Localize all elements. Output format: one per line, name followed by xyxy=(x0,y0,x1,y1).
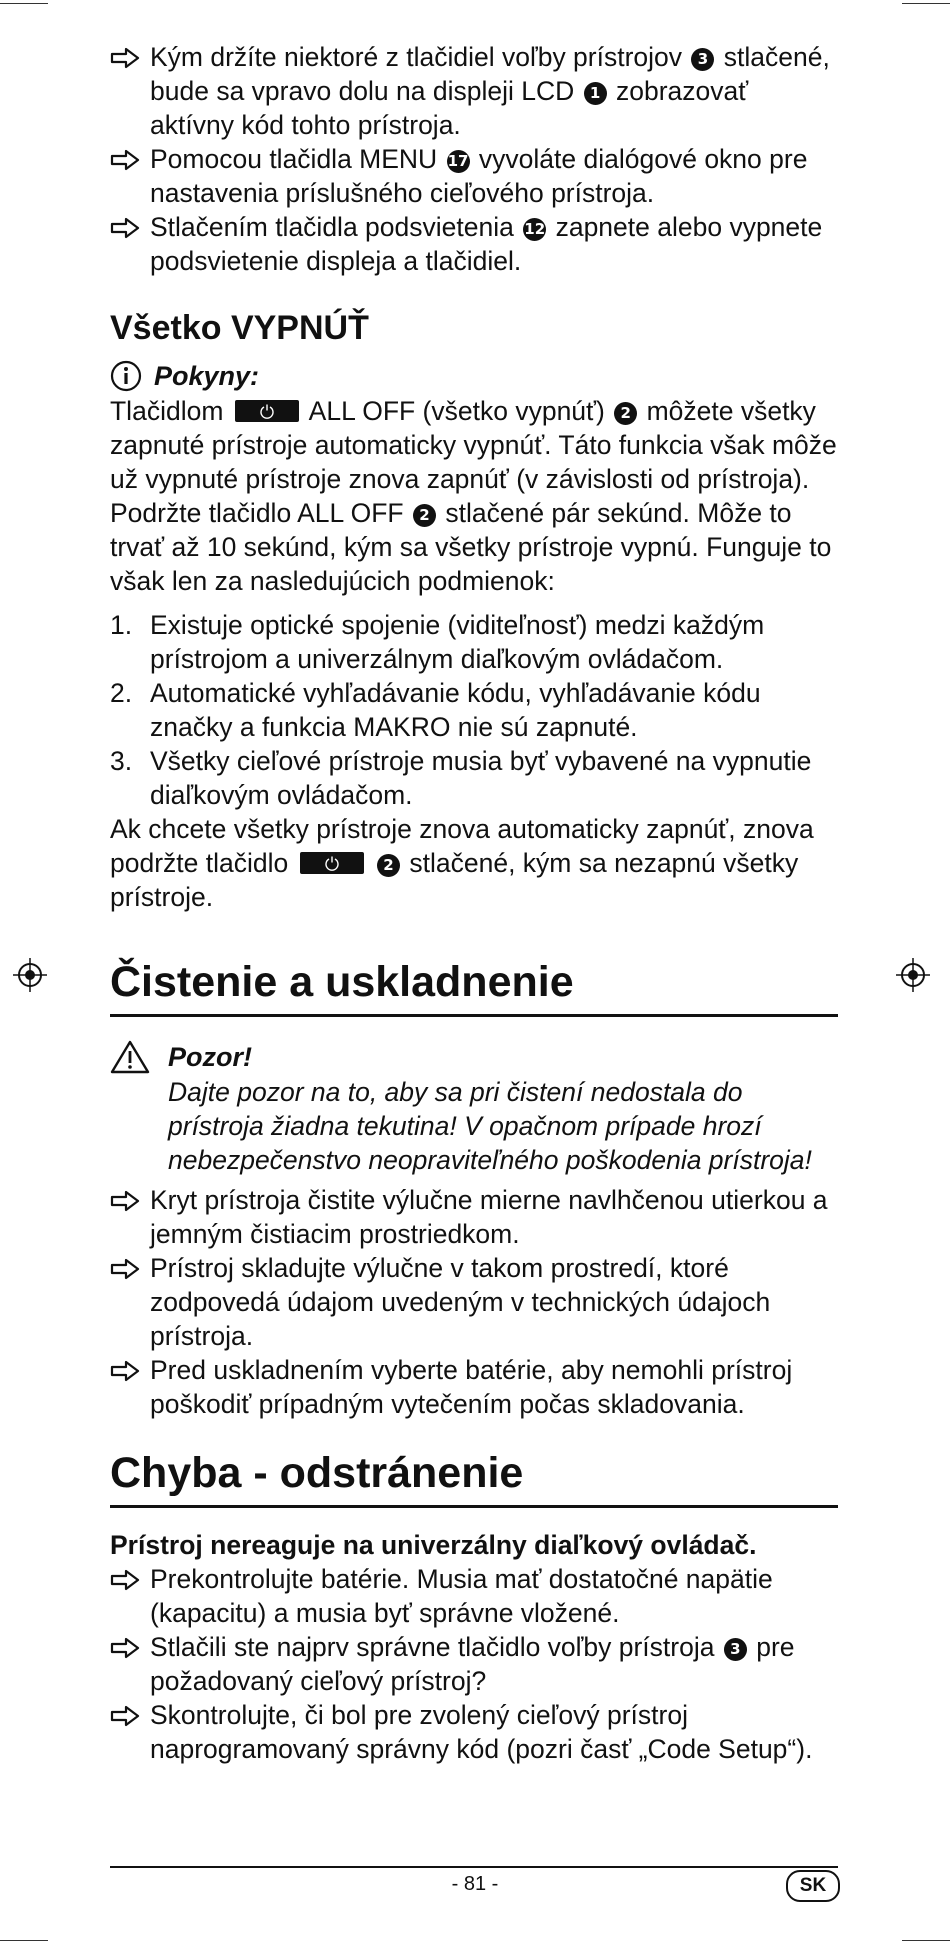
arrow-icon xyxy=(110,1251,142,1285)
text: vyvoláte dialógové okno pre nastavenia príslušného cieľového prístroja. xyxy=(150,144,808,208)
crop-mark xyxy=(0,3,48,4)
text: zobrazovať aktívny kód tohto prístroja. xyxy=(150,76,749,140)
chapter-heading: Čistenie a uskladnenie xyxy=(110,954,838,1017)
crop-mark xyxy=(0,1940,48,1941)
warning-label: Pozor! xyxy=(168,1042,252,1072)
arrow-icon xyxy=(110,210,142,244)
callout-number: 2 xyxy=(377,854,400,877)
page-content xyxy=(110,40,838,1766)
text: Stlačili ste najprv správne tlačidlo voľby prístroja xyxy=(150,1632,715,1662)
crop-mark xyxy=(902,3,950,4)
arrow-icon xyxy=(110,1183,142,1217)
text: Ak chcete všetky prístroje znova automaticky zapnúť, znova podržte tlačidlo xyxy=(110,814,814,878)
warning-header xyxy=(110,1039,838,1075)
text: Kým držíte niektoré z tlačidiel voľby prístrojov xyxy=(150,42,690,72)
list-number: 2. xyxy=(110,678,133,708)
callout-number: 3 xyxy=(724,1638,747,1661)
power-button-icon xyxy=(300,852,364,874)
arrow-icon xyxy=(110,142,142,176)
callout-number: 2 xyxy=(413,504,436,527)
text: môžete všetky zapnuté prístroje automaticky vypnúť. Táto funkcia však môže už vypnuté prístroje znova zapnúť (v závislosti od prístroja). Podržte tlačidlo ALL OFF xyxy=(110,396,837,528)
text: stlačené, kým sa nezapnú všetky prístroje. xyxy=(110,848,799,912)
text: stlačené pár sekúnd. Môže to trvať až 10 sekúnd, kým sa všetky prístroje vypnú. Funguje to však len za nasledujúcich podmienok: xyxy=(110,498,832,596)
text: Existuje optické spojenie (viditeľnosť) medzi každým prístrojom a univerzálnym diaľkovým ovládačom. xyxy=(150,610,765,674)
arrow-icon xyxy=(110,1630,142,1664)
callout-number: 1 xyxy=(584,82,607,105)
list-number: 1. xyxy=(110,610,133,640)
text: Tlačidlom xyxy=(110,396,224,426)
arrow-icon xyxy=(110,1562,142,1596)
page-number: - 81 - xyxy=(451,1873,499,1895)
bullet-item xyxy=(110,142,838,210)
bullet-item xyxy=(110,1353,838,1421)
registration-mark-icon xyxy=(13,958,47,992)
text: ALL OFF (všetko vypnúť) xyxy=(308,396,605,426)
paragraph xyxy=(110,812,838,914)
footer-rule xyxy=(110,1866,838,1868)
text: Pred uskladnením vyberte batérie, aby nemohli prístroj poškodiť prípadným vytečením počas skladovania. xyxy=(150,1355,793,1419)
crop-mark xyxy=(902,1940,950,1941)
text: zapnete alebo vypnete podsvietenie displeja a tlačidiel. xyxy=(150,212,823,276)
callout-number: 3 xyxy=(691,48,714,71)
warning-text: Dajte pozor na to, aby sa pri čistení nedostala do prístroja žiadna tekutina! V opačnom prípade hrozí nebezpečenstvo neopraviteľného poškodenia prístroja! xyxy=(168,1077,812,1175)
bullet-item xyxy=(110,1183,838,1251)
sub-heading: Prístroj nereaguje na univerzálny diaľkový ovládač. xyxy=(110,1530,757,1560)
note-header xyxy=(110,358,838,394)
text: Všetky cieľové prístroje musia byť vybavené na vypnutie diaľkovým ovládačom. xyxy=(150,746,812,810)
bullet-item xyxy=(110,1630,838,1698)
arrow-icon xyxy=(110,1698,142,1732)
bullet-item xyxy=(110,210,838,278)
warning-icon xyxy=(110,1040,150,1074)
list-item xyxy=(110,744,838,812)
list-item xyxy=(110,608,838,676)
note-label: Pokyny: xyxy=(154,361,260,391)
bullet-item xyxy=(110,40,838,142)
text: Skontrolujte, či bol pre zvolený cieľový prístroj naprogramovaný správny kód (pozri časť „Code Setup“). xyxy=(150,1700,813,1764)
list-number: 3. xyxy=(110,746,133,776)
text: pre požadovaný cieľový prístroj? xyxy=(150,1632,795,1696)
power-button-icon xyxy=(235,400,299,422)
text: stlačené, bude sa vpravo dolu na displeji LCD xyxy=(150,42,830,106)
bullet-item xyxy=(110,1562,838,1630)
text: Automatické vyhľadávanie kódu, vyhľadávanie kódu značky a funkcia MAKRO nie sú zapnuté. xyxy=(150,678,761,742)
paragraph xyxy=(110,394,838,598)
callout-number: 2 xyxy=(614,402,637,425)
registration-mark-icon xyxy=(896,958,930,992)
text: Prekontrolujte batérie. Musia mať dostatočné napätie (kapacitu) a musia byť správne vložené. xyxy=(150,1564,773,1628)
list-item xyxy=(110,676,838,744)
callout-number: 17 xyxy=(447,150,470,173)
text: Stlačením tlačidla podsvietenia xyxy=(150,212,522,242)
arrow-icon xyxy=(110,1353,142,1387)
bullet-item xyxy=(110,1251,838,1353)
text: Kryt prístroja čistite výlučne mierne navlhčenou utierkou a jemným čistiacim prostriedkom. xyxy=(150,1185,828,1249)
text: Prístroj skladujte výlučne v takom prostredí, ktoré zodpovedá údajom uvedeným v technických údajoch prístroja. xyxy=(150,1253,771,1351)
language-badge: SK xyxy=(786,1870,840,1902)
bullet-item xyxy=(110,1698,838,1766)
callout-number: 12 xyxy=(523,218,546,241)
text: Pomocou tlačidla MENU xyxy=(150,144,445,174)
section-heading: Všetko VYPNÚŤ xyxy=(110,309,369,347)
chapter-heading: Chyba - odstránenie xyxy=(110,1445,838,1508)
arrow-icon xyxy=(110,40,142,74)
info-icon xyxy=(110,360,142,392)
